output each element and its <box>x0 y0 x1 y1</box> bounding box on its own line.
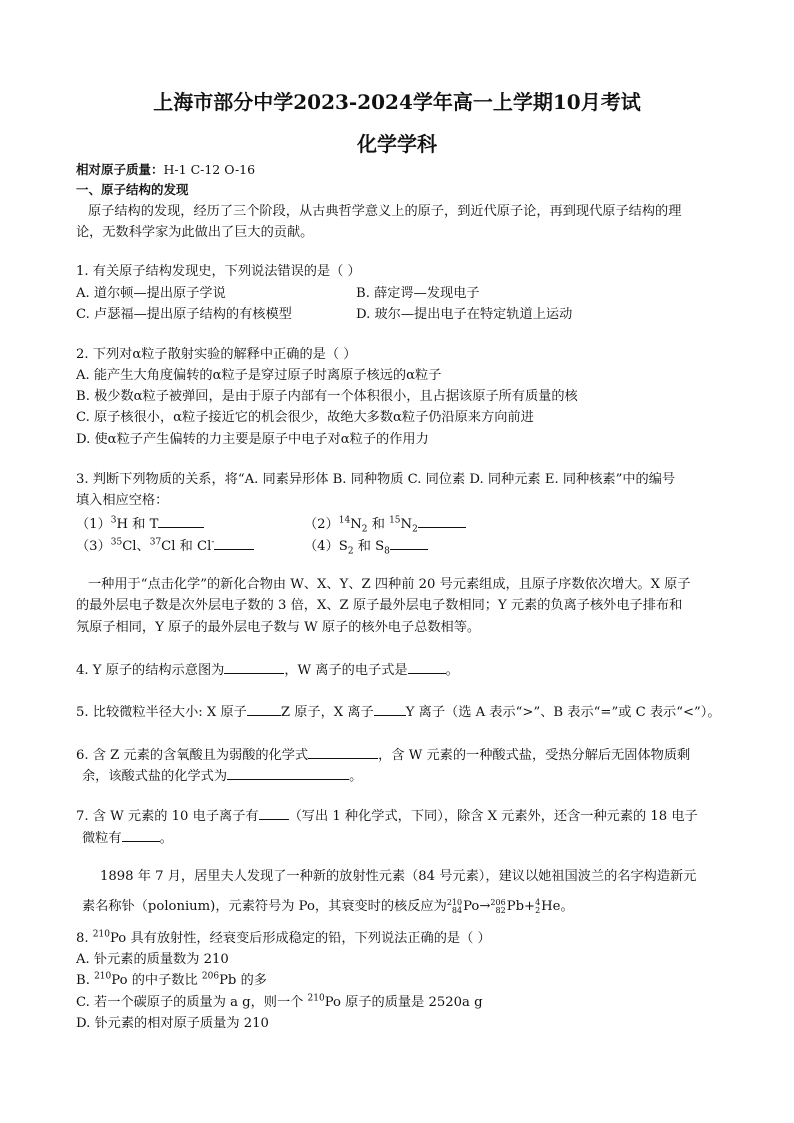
page-subtitle: 化学学科 <box>357 132 437 156</box>
question-2-stem: 2. 下列对α粒子散射实验的解释中正确的是（ ） <box>76 347 357 362</box>
question-8-option-b: B. $^{210}$Po 的中子数比 $^{206}$Pb 的多 <box>76 971 267 988</box>
question-6-line2: 余，该酸式盐的化学式为 。 <box>82 766 362 786</box>
question-6: 6. 含 Z 元素的含氧酸且为弱酸的化学式 ，含 W 元素的一种酸式盐，受热分解后无固体物质剩 <box>76 745 690 765</box>
answer-blank[interactable] <box>374 702 406 716</box>
answer-blank[interactable] <box>158 514 204 528</box>
page-title: 上海市部分中学2023-2024学年高一上学期10月考试 <box>153 90 641 114</box>
question-1-stem: 1. 有关原子结构发现史，下列说法错误的是（ ） <box>76 264 361 279</box>
question-3-stem-line2: 填入相应空格： <box>76 493 169 508</box>
question-8-option-a: A. 钋元素的质量数为 210 <box>76 952 229 967</box>
question-1-option-a: A. 道尔顿—提出原子学说 <box>76 286 226 301</box>
question-3-stem: 3. 判断下列物质的关系，将“A. 同素异形体 B. 同种物质 C. 同位素 D. 同种元素 E. 同种核素”中的编号 <box>76 472 676 487</box>
question-7: 7. 含 W 元素的 10 电子离子有 （写出 1 种化学式，下同），除含 X 元素外，还含一种元素的 18 电子 <box>76 806 698 826</box>
atomic-mass-line <box>76 161 255 179</box>
question-4: 4. Y 原子的结构示意图为 ，W 离子的电子式是 。 <box>76 660 459 680</box>
question-1-option-c: C. 卢瑟福—提出原子结构的有核模型 <box>76 307 292 322</box>
question-7-line2: 微粒有 。 <box>82 828 173 848</box>
question-5: 5. 比较微粒半径大小: X 原子 Z 原子，X 离子 Y 离子（选 A 表示“>”、B 表示“=”或 C 表示“<”）。 <box>76 702 721 722</box>
answer-blank[interactable] <box>308 745 378 759</box>
answer-blank[interactable] <box>390 536 428 550</box>
question-2-option-a: A. 能产生大角度偏转的α粒子是穿过原子时离原子核远的α粒子 <box>76 368 442 383</box>
atomic-mass-values: H-1 C-12 O-16 <box>163 162 256 177</box>
question-8-stem: 8. $^{210}$Po 具有放射性，经衰变后形成稳定的铅，下列说法正确的是（ ） <box>76 929 491 946</box>
question-2-option-b: B. 极少数α粒子被弹回，是由于原子内部有一个体积很小，且占据该原子所有质量的核 <box>76 389 578 404</box>
passage-line: 的最外层电子数是次外层电子数的 3 倍，X、Z 原子最外层电子数相同；Y 元素的负离子核外电子排布和 <box>76 598 683 613</box>
question-8-option-c: C. 若一个碳原子的质量为 a g，则一个 $^{210}$Po 原子的质量是 2520a g <box>76 993 483 1010</box>
answer-blank[interactable] <box>227 766 349 780</box>
intro-paragraph-line: 原子结构的发现，经历了三个阶段，从古典哲学意义上的原子，到近代原子论，再到现代原子结构的理 <box>88 204 682 219</box>
question-1-option-b: B. 薛定谔—发现电子 <box>356 286 480 301</box>
question-1-option-d: D. 玻尔—提出电子在特定轨道上运动 <box>356 307 573 322</box>
atomic-mass-label: 相对原子质量： <box>76 162 164 177</box>
passage-line: 氖原子相同，Y 原子的最外层电子数与 W 原子的核外电子总数相等。 <box>76 620 481 635</box>
question-3-item-2: $(2)^{14}N_2$ 和 $^{15}N_2$ <box>304 514 466 534</box>
answer-blank[interactable] <box>259 806 289 820</box>
passage-line: 一种用于“点击化学”的新化合物由 W、X、Y、Z 四种前 20 号元素组成，且原子序数依次增大。X 原子 <box>88 577 691 592</box>
answer-blank[interactable] <box>122 828 160 842</box>
answer-blank[interactable] <box>224 660 284 674</box>
answer-blank[interactable] <box>214 536 254 550</box>
answer-blank[interactable] <box>418 514 466 528</box>
question-2-option-d: D. 使α粒子产生偏转的力主要是原子中电子对α粒子的作用力 <box>76 432 429 447</box>
passage-line: 素名称钋（polonium)，元素符号为 Po，其衰变时的核反应为 210 84 Po→ 206 82 Pb+ 4 2 He。 <box>82 897 574 915</box>
passage-line: 1898 年 7 月，居里夫人发现了一种新的放射性元素（84 号元素），建议以她祖国波兰的名字构造新元 <box>100 869 697 884</box>
question-3-item-1: $(1)^3H$ 和 T <box>76 514 204 534</box>
question-2-option-c: C. 原子核很小，α粒子接近它的机会很少，故绝大多数α粒子仍沿原来方向前进 <box>76 410 534 425</box>
question-3-item-3: $(3)^{35}Cl$、$^{37}$Cl 和 Cl- <box>76 536 254 556</box>
answer-blank[interactable] <box>408 660 446 674</box>
question-3-item-4: $(4)S_2$ 和 $S_8$ <box>304 536 428 556</box>
question-8-option-d: D. 钋元素的相对原子质量为 210 <box>76 1016 269 1031</box>
intro-paragraph-line: 论，无数科学家为此做出了巨大的贡献。 <box>76 225 314 240</box>
answer-blank[interactable] <box>247 702 281 716</box>
section-heading: 一、原子结构的发现 <box>76 182 189 197</box>
